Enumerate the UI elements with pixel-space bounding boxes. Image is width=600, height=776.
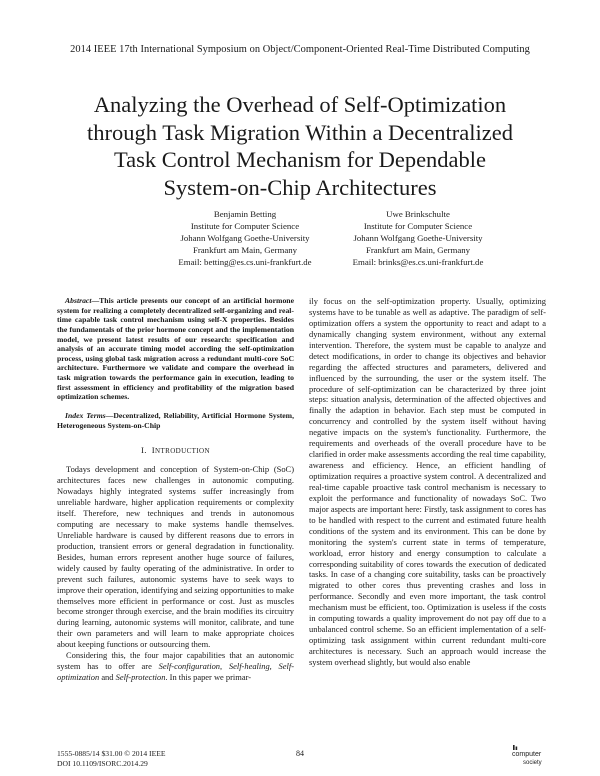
title-line: Analyzing the Overhead of Self-Optimization xyxy=(93,92,507,117)
body-paragraph xyxy=(57,650,294,683)
body-paragraph: ily focus on the self-optimization property. Usually, optimizing systems have to be tunable as well as adaptive. The paradigm of self-optimization offers a system the opportunity to react and adapt to a dynamically changing system environment, without any external intervention. Therefore, the system must be capable to analyze and detect modifications, in order to change its objectives and behavior regarding the affected structures and parameters, delivered and influenced by the surrounding, the user or the system itself. The procedure of self-optimization can be characterized by three joint steps: situation analysis, determination of the affected objectives and finally the adaption in behavior. Each step must be computed in concurrency and controlled by the system itself without having negative impacts on the system's functionality. Furthermore, the requirements and overheads of the overall procedure have to be clarified in order make assessments according the real time capability, awareness and efficiency. Hence, an efficient handling of optimization requires a proactive system control. A decentralized and real-time capable proactive task control mechanism is necessary to exploit the performance and functionality of nowadays SoC. Two major aspects are important here: Firstly, task assignment to cores has to be handled with respect to the current and estimated future health conditions of the system and its environment. This can be done by monitoring the system's current state in terms of temperature, workload, error history and energy consumption to calculate a corresponding suitability of cores towards the execution of dedicated tasks. In case of a changing core suitability, tasks can be proactively migrated to other cores thus preventing crashes and loss in performance. Secondly and even more important, the task control mechanism must be efficient, too. Optimization is useless if the costs in computing towards a quality improvement do not pay off due to a unbalanced control scheme. So an efficient implementation of a self-optimizing task assignment within current redundant multi-core architectures is necessary. Such an approach would increase the system overhead slightly, but would also enable xyxy=(309,296,546,667)
abstract-label: Abstract xyxy=(65,296,92,305)
title-line: System-on-Chip Architectures xyxy=(163,174,437,200)
conference-header: 2014 IEEE 17th International Symposium on Object/Component-Oriented Real-Time Distributed Computing xyxy=(70,44,530,55)
abstract-text: —This article presents our concept of an artificial hormone system for realizing a completely decentralized self-organizing and real-time capable task control mechanism using self-X properties. Besides the fundamentals of the prior hormone concept and the implementation model, we present latest results of our research: specification and analysis of an accurate timing model according the self-optimization process, using global task migration across a redundant multi-core SoC architecture. Furthermore we validate and compare the overhead in task migration towards the performance gain in execution, leading to first assessment in efficiency and profitability of the migration based optimization schemes. xyxy=(57,296,294,402)
author-university: Johann Wolfgang Goethe-University xyxy=(180,233,310,243)
section-heading xyxy=(57,445,294,457)
section-number: I. xyxy=(141,445,147,456)
index-terms-text: —Decentralized, Reliability, Artificial Hormone System, Heterogeneous System-on-Chip xyxy=(57,411,294,430)
property-term: Self-healing xyxy=(228,661,270,672)
index-terms-label: Index Terms xyxy=(65,411,106,421)
author-name: Benjamin Betting xyxy=(213,209,277,219)
property-term: Self-protection xyxy=(115,672,166,683)
paper-title xyxy=(40,91,560,201)
title-line: Task Control Mechanism for Dependable xyxy=(113,147,487,172)
body-text: Considering this, the four major capabilities that an autonomic system has to offer are xyxy=(57,650,294,672)
body-text: , xyxy=(220,661,229,672)
author-name: Uwe Brinkschulte xyxy=(386,209,450,219)
abstract xyxy=(57,296,294,402)
index-terms xyxy=(57,411,294,430)
page-number: 84 xyxy=(296,749,304,758)
author-university: Johann Wolfgang Goethe-University xyxy=(353,233,483,243)
body-text: . In this paper we primar- xyxy=(165,672,252,683)
title-line: through Task Migration Within a Decentralized xyxy=(87,119,513,145)
author-block-2 xyxy=(303,208,533,268)
logo-text-line1: computer xyxy=(512,751,542,758)
right-column xyxy=(309,296,546,668)
section-title-initial: I xyxy=(151,445,155,456)
property-term: Self-configuration xyxy=(158,661,221,672)
section-title-rest: NTRODUCTION xyxy=(155,447,210,456)
copyright-footer xyxy=(57,749,166,769)
left-column xyxy=(57,296,294,683)
property-term: Self-optimization xyxy=(57,661,295,683)
body-text: and xyxy=(99,672,116,683)
author-email: Email: betting@es.cs.uni-frankfurt.de xyxy=(178,257,312,267)
computer-society-logo xyxy=(499,744,543,766)
author-institute: Institute for Computer Science xyxy=(190,221,300,231)
doi-line: DOI 10.1109/ISORC.2014.29 xyxy=(57,759,148,768)
body-paragraph: Todays development and conception of System-on-Chip (SoC) architectures faces new challenges in autonomic computing. Nowadays highly integrated systems suffer increasingly from unreliable hardware, higher application requirements or complexity itself. Therefore, new techniques and trends in autonomous computing are necessary to make systems handle themselves. Unreliable hardware is caused by different reasons due to errors in production, transient errors or general degradation in functionality. Besides, human errors represent another huge source of failures, widely caused by faulty operating of the administrative. In order to prevent such failures, autonomic systems have to seek ways to improve their operation, identifying and seizing opportunities to make themselves more efficient in performance or cost. Just as muscles become stronger through exercise, and the brain modifies its circuitry during learning, autonomic systems will monitor, calibrate, and tune their own parameters and will learn to make appropriate choices about keeping functions or outsourcing them. xyxy=(57,464,294,650)
author-city: Frankfurt am Main, Germany xyxy=(192,245,298,255)
logo-text-line2: society xyxy=(523,760,542,766)
author-city: Frankfurt am Main, Germany xyxy=(365,245,471,255)
body-text: , xyxy=(269,661,279,672)
issn-line: 1555-0885/14 $31.00 © 2014 IEEE xyxy=(57,749,166,758)
author-email: Email: brinks@es.cs.uni-frankfurt.de xyxy=(352,257,484,267)
author-institute: Institute for Computer Science xyxy=(363,221,473,231)
